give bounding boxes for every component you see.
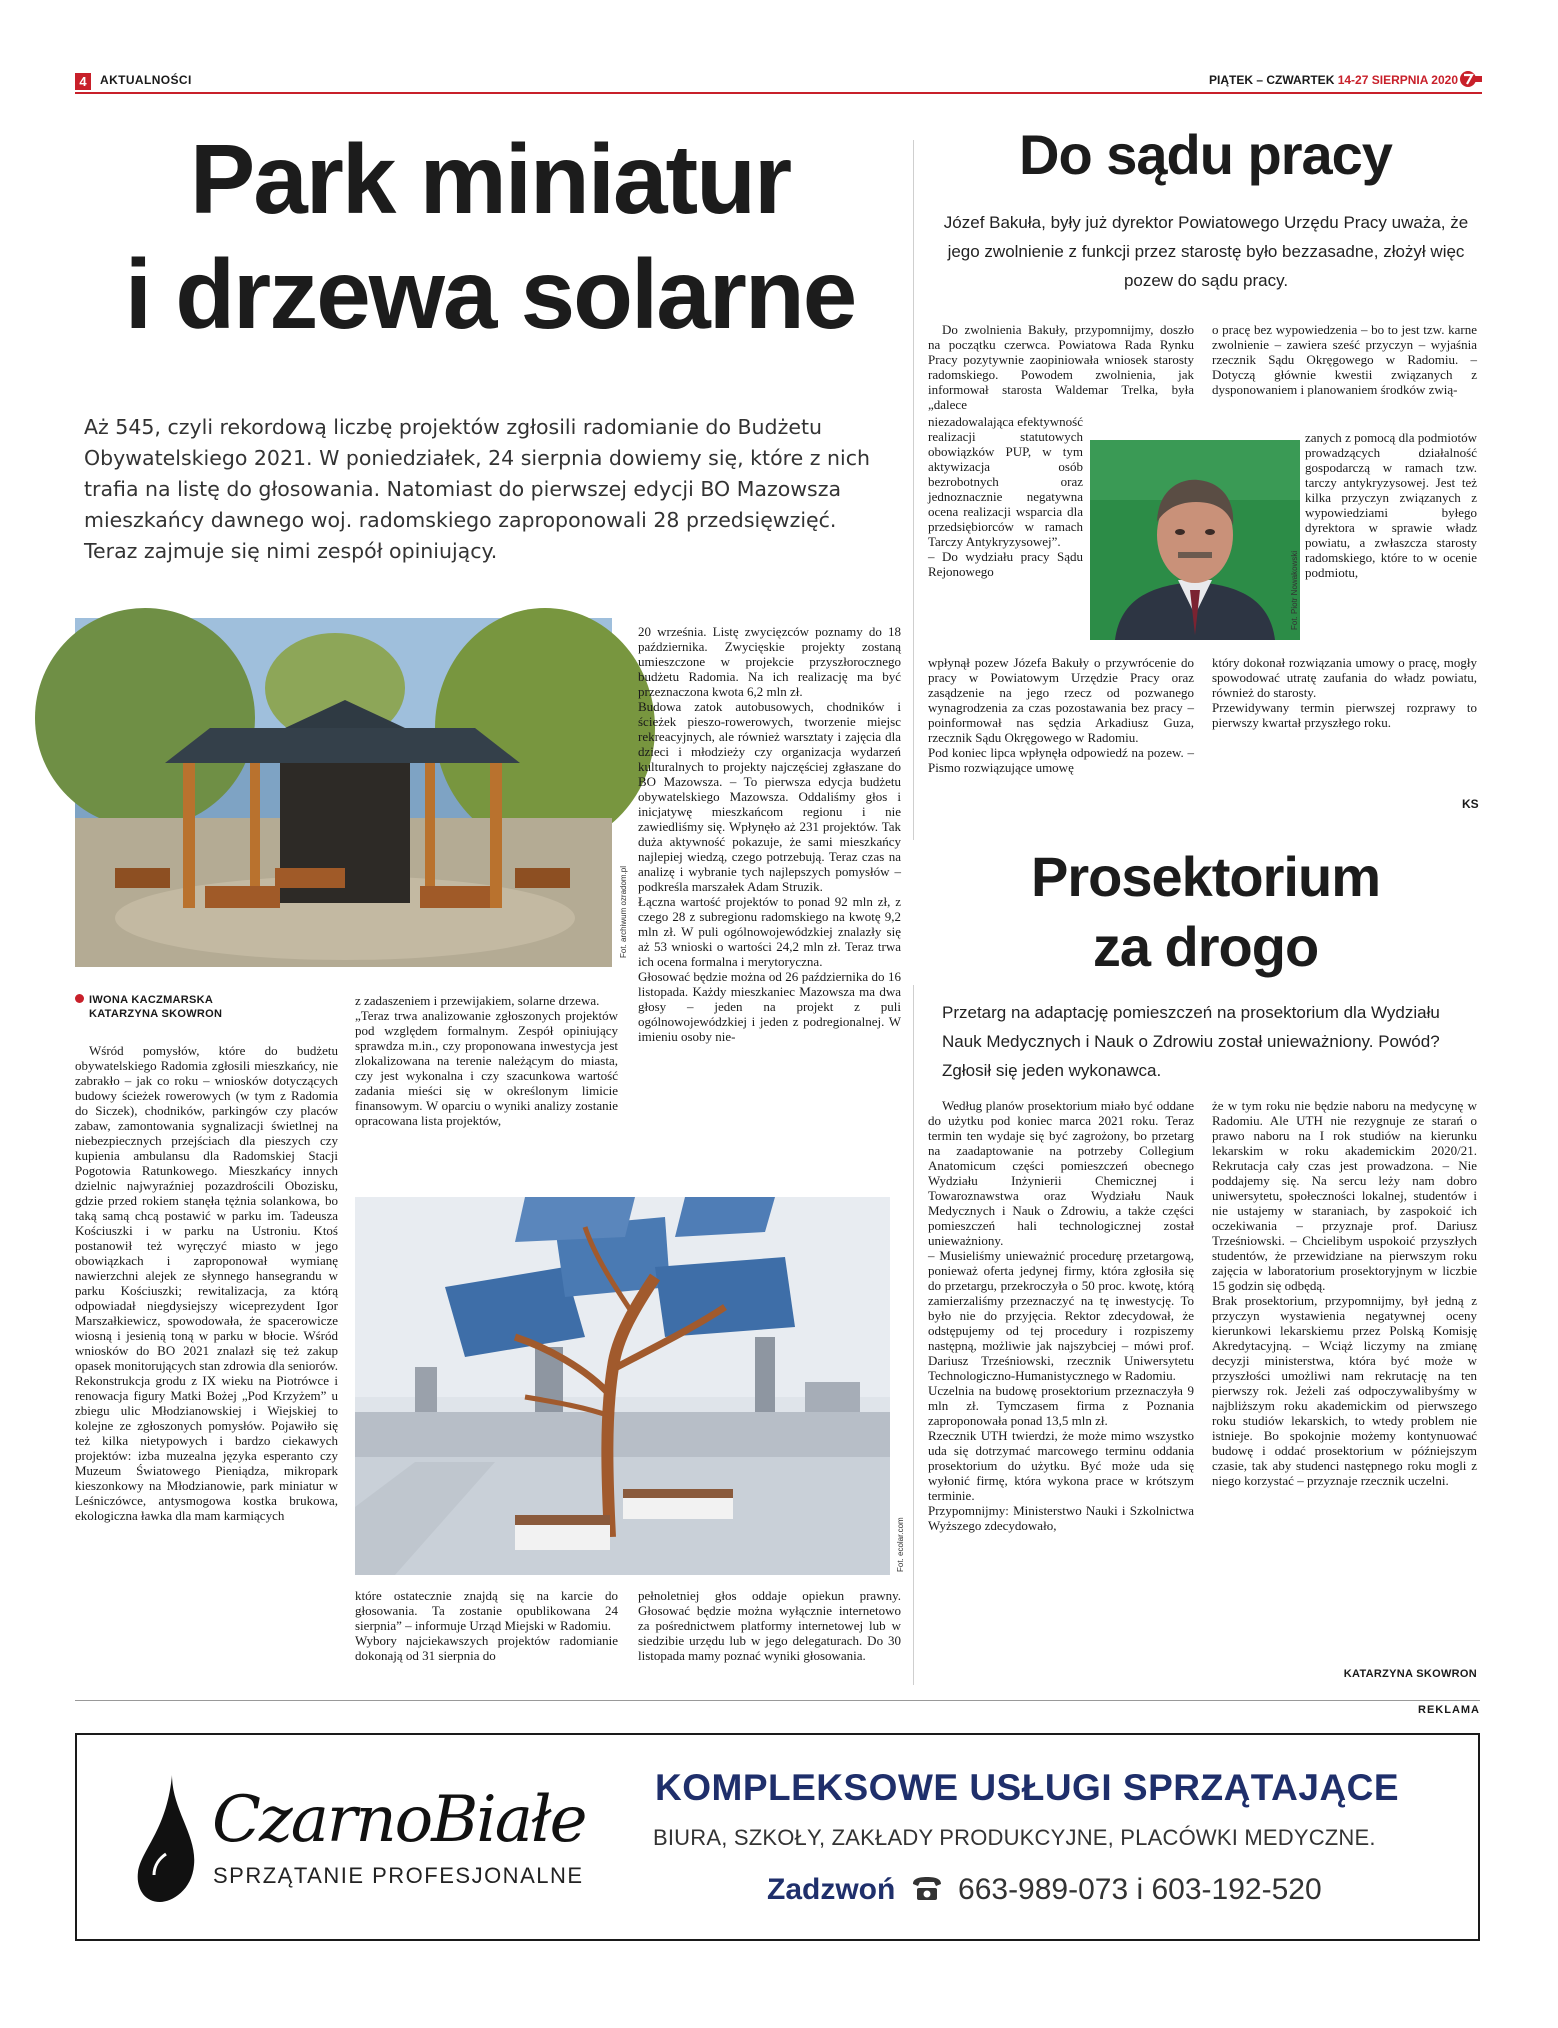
article3-col1: Według planów prosektorium miało być oddane do użytku pod koniec marca 2021 roku. Teraz termin ten wydaje się być zagrożony, bo przetarg na zaadaptowanie na potrzeby Collegium Anatomicum części pomieszczeń obecnego Wydziału Inżynierii Chemicznej i Towaroznawstwa oraz Wydziału Nauk Medycznych i Nauk o Zdrowiu, a także części pomieszczeń hali technologicznej został unieważniony. – Musieliśmy unieważnić procedurę przetargową, ponieważ oferta jedynej firmy, która zgłosiła się do przetargu, przekroczyła o 50 proc. kwotę, którą zamierzaliśmy przeznaczyć na tę inwestycję. To było nie do przyjęcia. Rektor zdecydował, że odstępujemy od tej procedury i rozpiszemy następną, możliwie jak najszybciej – mówi prof. Dariusz Trześniowski, rzecznik Uniwersytetu Technologiczno-Humanistycznego w Radomiu. Uczelnia na budowę prosektorium przeznaczyła 9 mln zł. Tymczasem firma z Poznania zaproponowała ponad 13,5 mln zł. Rzecznik UTH twierdzi, że może mimo wszystko uda się dotrzymać marcowego terminu oddania prosektorium do użytku. Być może uda się wyłonić firmę, która wykona prace w krótszym terminie. Przypomnijmy: Ministerstwo Nauki i Szkolnictwa Wyższego zdecydowało, <box>928 1098 1194 1533</box>
article1-col3b: pełnoletniej głos oddaje opiekun prawny. Głosować będzie można wyłącznie internetowo za pośrednictwem platformy internetowej lub w siedzibie urzędu lub w jego delegaturach. Do 30 listopada mamy poznać wyniki głosowania. <box>638 1588 905 1663</box>
ad-headline: KOMPLEKSOWE USŁUGI SPRZĄTAJĄCE <box>655 1767 1400 1808</box>
ad-phones: 663-989-073 i 603-192-520 <box>958 1873 1322 1906</box>
article2-col1b: wpłynął pozew Józefa Bakuły o przywrócenie do pracy w Powiatowym Urzędzie Pracy oraz zasądzenie na jego rzecz od pozwanego wynagrodzenia za czas pozostawania bez pracy – poinformował nas sędzia Arkadiusz Guza, rzecznik Sądu Okręgowego w Radomiu. Pod koniec lipca wpłynęła odpowiedź na pozew. – Pismo rozwiązujące umowę <box>928 655 1194 775</box>
section-label: AKTUALNOŚCI <box>100 73 192 87</box>
issue-date <box>1209 73 1458 87</box>
article1-title-line2: i drzewa solarne <box>124 239 856 349</box>
article2-lead: Józef Bakuła, były już dyrektor Powiatowego Urzędu Pracy uważa, że jego zwolnienie z funkcji przez starostę było bezzasadne, złożył więc pozew do sądu pracy. <box>943 213 1469 290</box>
article3-col2: że w tym roku nie będzie naboru na medycynę w Radomiu. Ale UTH nie rezygnuje ze starań o prawo naboru na I rok studiów na kierunku lekarskim w roku akademickim 2020/21. Rekrutacja cały czas jest prowadzona. – Nie poddajemy się. Na sercu leży nam dobro uniwersytetu, społeczności lokalnej, studentów i nie ustajemy w staraniach, by zaspokoić ich oczekiwania – przyznaje prof. Dariusz Trześniowski. – Chcielibym uspokoić przyszłych studentów, że przewidziane na pierwszym roku zajęcia w laboratorium prosektoryjnym w liczbie 15 godzin się odbędą. Brak prosektorium, przypomnijmy, był jedną z przyczyn wystawienia negatywnej oceny kierunkowi lekarskiemu przez Polską Komisję Akredytacyjną. – Wciąż liczymy na zmianę decyzji ministerstwa, która być może w przyszłości umożliwi nam rekrutację na ten pierwszy rok. Jeżeli zaś odpoczywalibyśmy w najbliższym roku akademickim od pierwszego roku studiów lekarskich, to wtedy problem nie istnieje. Bo spokojnie możemy kontynuować budowę i oddać prosektorium w późniejszym czasie, tak aby studenci następnego roku mogli z niego korzystać – przyznaje rzecznik uczelni. <box>1212 1098 1477 1488</box>
portrait-photo-credit: Fot. Piotr Nowakowski <box>1290 550 1299 630</box>
solar-tree-photo-credit: Fot. ecolar.com <box>896 1517 905 1572</box>
7dni-logo-icon <box>1460 70 1482 88</box>
article2-col1a-narrow: niezadowalająca efektywność realizacji statutowych obowiązków PUP, w tym aktywizacja osób bezrobotnych oraz jednoznacznie negatywna ocena realizacji wsparcia dla przedsiębiorców w ramach Tarczy Antykryzysowej”. – Do wydziału pracy Sądu Rejonowego <box>928 414 1083 579</box>
article3-byline: KATARZYNA SKOWRON <box>1343 1668 1477 1680</box>
gazebo-photo <box>75 618 612 967</box>
article2-sign: KS <box>1462 797 1479 811</box>
ad-contact <box>767 1873 1322 1907</box>
article1-byline <box>75 993 345 1021</box>
page-number: 4 <box>75 73 91 90</box>
article1-col2b: które ostatecznie znajdą się na karcie do głosowania. Ta zostanie opublikowana 24 sierpnia” – informuje Urząd Miejski w Radomiu. Wybory najciekawszych projektów radomianie dokonają od 31 sierpnia do <box>355 1588 618 1663</box>
ad-brand: CzarnoBiałe <box>212 1783 586 1857</box>
issue-dates: 14-27 SIERPNIA 2020 <box>1337 73 1458 87</box>
bakula-portrait-photo <box>1090 440 1300 640</box>
article3-lead: Przetarg na adaptację pomieszczeń na prosektorium dla Wydziału Nauk Medycznych i Nauk o Zdrowiu został unieważniony. Powód? Zgłosił się jeden wykonawca. <box>942 1003 1440 1080</box>
article1-author2: KATARZYNA SKOWRON <box>89 1008 223 1020</box>
article1-col2a: z zadaszeniem i przewijakiem, solarne drzewa. „Teraz trwa analizowanie zgłoszonych projektów pod względem formalnym. Zespół opiniujący sprawdza m.in., czy proponowana inwestycja jest zlokalizowana na terenie należącym do miasta, czy jest wykonalna i czy szacunkowa wartość zadania mieści się w określonym limicie finansowym. W oparciu o wyniki analizy zostanie opracowana lista projektów, <box>355 993 618 1128</box>
article2-col2b: zanych z pomocą dla podmiotów prowadzących działalność gospodarczą w ramach tzw. tarczy antykryzysowej. Jest też kilka przyczyn związanych z wypowiedziami byłego dyrektora w sprawie władz powiatu, a zwłaszcza starosty radomskiego, które to w ocenie podmiotu, <box>1305 430 1481 580</box>
ad-call-label: Zadzwoń <box>767 1873 896 1906</box>
byline-dot-icon <box>75 994 84 1003</box>
column-divider-left <box>913 140 914 840</box>
advertisement <box>75 1733 1480 1941</box>
article2-col2c: który dokonał rozwiązania umowy o pracę, mogły spowodować utratę zaufania do władz powiatu, również do starosty. Przewidywany termin pierwszej rozprawy to pierwszy kwartał przyszłego roku. <box>1212 655 1477 730</box>
issue-days: PIĄTEK – CZWARTEK <box>1209 73 1335 87</box>
drop-logo-icon <box>132 1770 202 1905</box>
phone-icon <box>910 1876 944 1902</box>
article2-col2a: o pracę bez wypowiedzenia – bo to jest tzw. karne zwolnienie – zawiera sześć przyczyn – wyjaśnia rzecznik Sądu Okręgowego w Radomiu. – Dotyczą głównie kwestii związanych z dysponowaniem i planowaniem środków zwią- <box>1212 322 1481 397</box>
article2-col1a: Do zwolnienia Bakuły, przypomnijmy, doszło na początku czerwca. Powiatowa Rada Rynku Pracy pozytywnie zaopiniowała wniosek starosty radomskiego. Powodem zwolnienia, jak informował starosta Waldemar Trelka, była „dalece <box>928 322 1198 412</box>
column-divider-right <box>913 985 914 1685</box>
article1-lead: Aż 545, czyli rekordową liczbę projektów zgłosili radomianie do Budżetu Obywatelskiego 2021. W poniedziałek, 24 sierpnia dowiemy się, które z nich trafia na listę do głosowania. Natomiast do pierwszej edycji BO Mazowsza mieszkańcy dawnego woj. radomskiego zaproponowali 28 przedsięwzięć. Teraz zajmuje się nimi zespół opiniujący. <box>84 415 870 563</box>
article3-title-line1: Prosektorium <box>1031 845 1380 908</box>
article3-title-line2: za drogo <box>1092 915 1319 978</box>
ad-brand-sub: SPRZĄTANIE PROFESJONALNE <box>213 1863 584 1888</box>
article3-title <box>928 842 1483 982</box>
gazebo-photo-credit: Fot. archiwum ozradom.pl <box>619 865 628 958</box>
article1-title <box>75 122 905 352</box>
ad-label: REKLAMA <box>1418 1704 1480 1716</box>
ad-services: BIURA, SZKOŁY, ZAKŁADY PRODUKCYJNE, PLACÓWKI MEDYCZNE. <box>653 1825 1376 1850</box>
header-rule <box>75 92 1482 94</box>
solar-tree-photo <box>355 1197 890 1575</box>
ad-top-rule <box>75 1700 1480 1701</box>
article1-title-line1: Park miniatur <box>189 124 791 234</box>
article1-col3a: 20 września. Listę zwycięzców poznamy do 18 października. Zwycięskie projekty zostaną umieszczone w projekcie przyszłorocznego budżetu Radomia. Na ich realizację ma być przeznaczona kwota 6,2 mln zł. Budowa zatok autobusowych, chodników i ścieżek pieszo-rowerowych, tworzenie miejsc rekreacyjnych, ale również warsztaty i zajęcia dla dzieci i młodzieży czy organizacja wydarzeń kulturalnych to projekty najczęściej zgłaszane do BO Mazowsza. – To pierwsza edycja budżetu obywatelskiego Mazowsza. Oddaliśmy głos i inicjatywę mieszkańcom regionu i nie zawiedliśmy się. Wpłynęło aż 231 projektów. Tak duża aktywność pokazuje, że sami mieszkańcy najlepiej wiedzą, czego potrzebują. Teraz czas na analizę i wybranie tych najlepszych pomysłów – podkreśla marszałek Adam Struzik. Łączna wartość projektów to ponad 92 mln zł, z czego 28 z subregionu radomskiego na kwotę 9,2 mln zł. W puli ogólnowojewódzkiej znalazły się aż 53 wnioski o wartości 24,2 mln zł. Teraz trwa ich ocena formalna i merytoryczna. Głosować będzie można od 26 października do 16 listopada. Każdy mieszkaniec Mazowsza ma dwa głosy – jeden na projekt z puli ogólnowojewódzkiej i jeden z podregionalnej. W imieniu osoby nie- <box>638 624 901 1044</box>
article1-col1: Wśród pomysłów, które do budżetu obywatelskiego Radomia zgłosili mieszkańcy, nie zabrakło – jak co roku – wniosków dotyczących budowy ścieżek rowerowych (w tym z Radomia do Siczek), chodników, parkingów czy placów zabaw, zamontowania sygnalizacji świetlnej na niebezpiecznych przejściach dla pieszych czy kupienia ambulansu dla Radomskiej Stacji Pogotowia Ratunkowego. Mieszkańcy innych dzielnic najwyraźniej pozazdrościli Obozisku, gdzie przed rokiem stanęła tężnia solankowa, bo taką samą chcą postawić w parku im. Tadeusza Kościuszki i w parku na Ustroniu. Ktoś postanowił też wyręczyć miasto w jego obowiązkach i zaproponował wymianę nawierzchni alejek ze słynnego hansegrandu w parku Kościuszki; rewitalizacja, za którą odpowiadał niegdysiejszy wiceprezydent Igor Marszałkiewicz, spowodowała, że spacerowicze wiosną i jesienią toną w parku w błocie. Wśród wniosków do BO 2021 znalazł się też zakup opasek monitorujących stan zdrowia dla seniorów. Rekonstrukcja grodu z IX wieku na Piotrówce i renowacja figury Matki Bożej „Pod Krzyżem” u zbiegu ulic Młodzianowskiej i Wiejskiej to kolejne ze zgłoszonych pomysłów. Pojawiło się też kilka nietypowych i bardzo ciekawych projektów: izba muzealna języka esperanto czy Muzeum Światowego Pieniądza, mikropark kieszonkowy na Młodzianowie, park miniatur w Leśniczówce, antysmogowa kostka brukowa, ekologiczna ławka dla mam karmiących <box>75 1043 342 1523</box>
article1-author1: IWONA KACZMARSKA <box>89 994 214 1006</box>
article2-title: Do sądu pracy <box>1019 123 1392 186</box>
